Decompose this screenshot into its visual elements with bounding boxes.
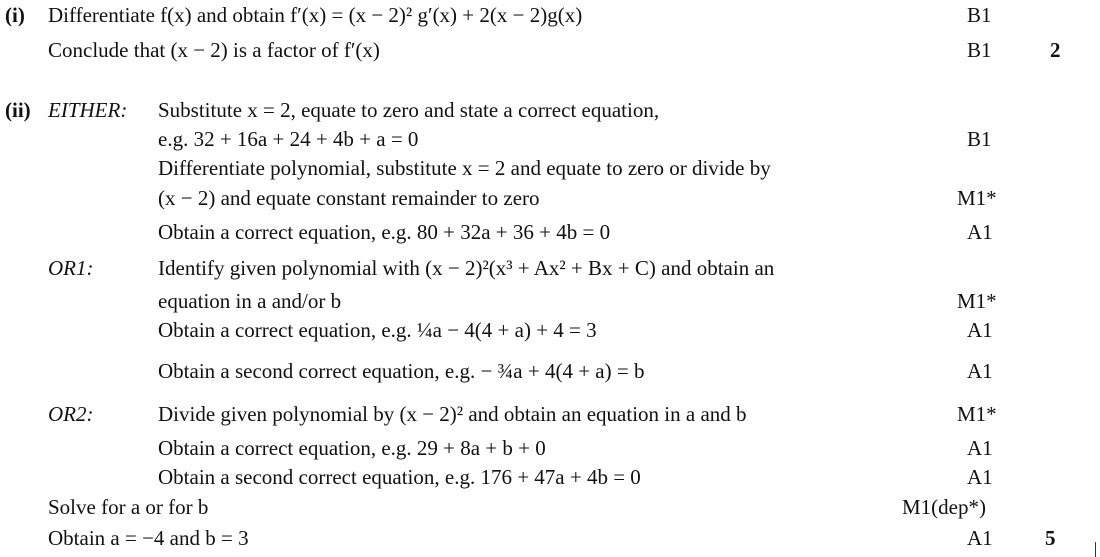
part-i-row-2-text: Conclude that (x − 2) is a factor of f′(x) (48, 38, 380, 62)
either-row-2-mark: B1 (967, 127, 992, 151)
part-i-row-2-mark: B1 (967, 38, 992, 62)
edge-rule (1095, 542, 1096, 557)
or1-row-4-mark: A1 (967, 359, 993, 383)
part-i-row-1-text: Differentiate f(x) and obtain f′(x) = (x − 2)² g′(x) + 2(x − 2)g(x) (48, 3, 583, 27)
either-row-4-mark: M1* (957, 186, 997, 210)
or2-row-1-mark: M1* (957, 402, 997, 426)
or2-row-1-text: Divide given polynomial by (x − 2)² and obtain an equation in a and b (158, 402, 747, 426)
or2-row-2-text: Obtain a correct equation, e.g. 29 + 8a + b + 0 (158, 436, 546, 460)
or1-row-3-mark: A1 (967, 318, 993, 342)
or2-row-3-mark: A1 (967, 465, 993, 489)
part-ii-total: 5 (1045, 526, 1056, 550)
either-row-5-text: Obtain a correct equation, e.g. 80 + 32a + 36 + 4b = 0 (158, 220, 611, 244)
either-row-4-text: (x − 2) and equate constant remainder to zero (158, 186, 540, 210)
or1-row-1-text: Identify given polynomial with (x − 2)²(x³ + Ax² + Bx + C) and obtain an (158, 256, 775, 280)
final-row-1-mark: M1(dep*) (902, 495, 986, 519)
final-row-2-mark: A1 (967, 526, 993, 550)
either-row-5-mark: A1 (967, 220, 993, 244)
or1-row-2-text: equation in a and/or b (158, 289, 342, 313)
or1-row-2-mark: M1* (957, 289, 997, 313)
part-i-row-1-mark: B1 (967, 3, 992, 27)
or1-label: OR1: (48, 256, 94, 280)
or2-row-3-text: Obtain a second correct equation, e.g. 176 + 47a + 4b = 0 (158, 465, 641, 489)
either-row-2-text: e.g. 32 + 16a + 24 + 4b + a = 0 (158, 127, 419, 151)
or2-label: OR2: (48, 402, 94, 426)
either-label: EITHER: (48, 98, 128, 122)
part-i-total: 2 (1050, 38, 1061, 62)
either-row-3-text: Differentiate polynomial, substitute x = 2 and equate to zero or divide by (158, 156, 771, 180)
final-row-2-text: Obtain a = −4 and b = 3 (48, 526, 249, 550)
part-ii-label: (ii) (5, 98, 31, 122)
or1-row-3-text: Obtain a correct equation, e.g. ¼a − 4(4 + a) + 4 = 3 (158, 318, 597, 342)
or2-row-2-mark: A1 (967, 436, 993, 460)
part-i-label: (i) (5, 3, 25, 27)
final-row-1-text: Solve for a or for b (48, 495, 209, 519)
or1-row-4-text: Obtain a second correct equation, e.g. − ¾a + 4(4 + a) = b (158, 359, 645, 383)
either-row-1-text: Substitute x = 2, equate to zero and state a correct equation, (158, 98, 660, 122)
